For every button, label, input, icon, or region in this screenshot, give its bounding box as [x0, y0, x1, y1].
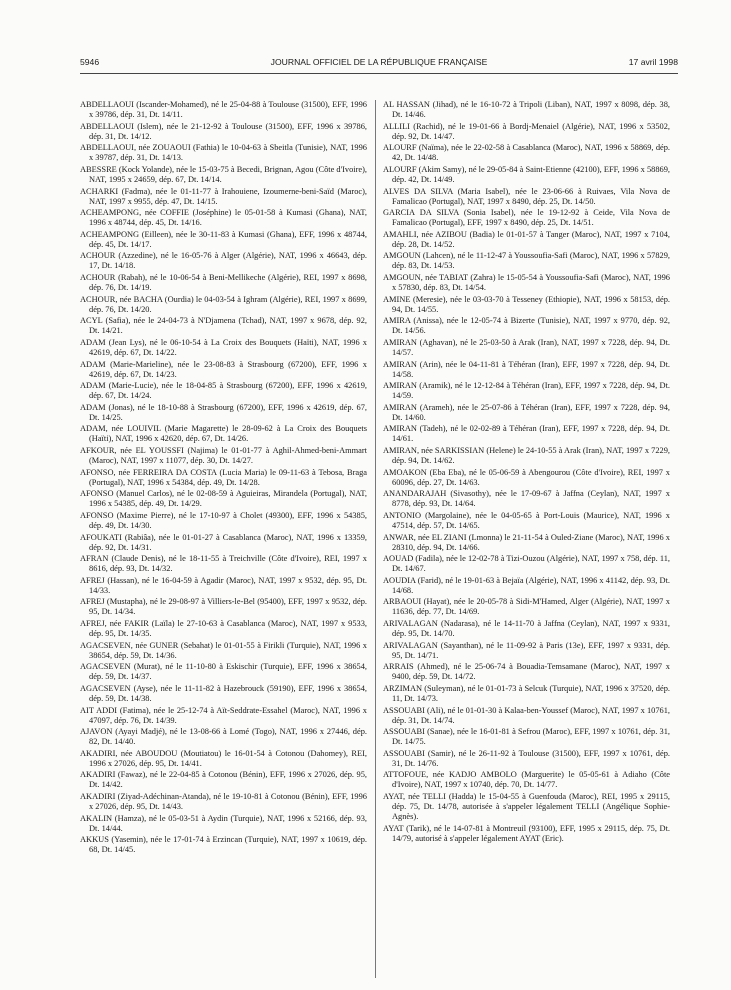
- register-entry: ANTONIO (Margolaine), née le 04-05-65 à Port-Louis (Maurice), NAT, 1996 x 47514, dép. 57, Dt. 14/65.: [383, 510, 670, 530]
- register-entry: AKALIN (Hamza), né le 05-03-51 à Aydin (Turquie), NAT, 1996 x 52166, dép. 93, Dt. 14/44.: [80, 813, 367, 833]
- register-entry: AFOUKATI (Rabiâa), née le 01-01-27 à Casablanca (Maroc), NAT, 1996 x 13359, dép. 92, Dt. 14/31.: [80, 532, 367, 552]
- register-entry: ACHEAMPONG (Eilleen), née le 30-11-83 à Kumasi (Ghana), EFF, 1996 x 48744, dép. 45, Dt. 14/17.: [80, 229, 367, 249]
- register-entry: AMGOUN, née TABIAT (Zahra) le 15-05-54 à Youssoufia-Safi (Maroc), NAT, 1996 x 57830, dép. 83, Dt. 14/54.: [383, 273, 670, 293]
- page-number: 5946: [80, 57, 100, 67]
- register-entry: ASSOUABI (Ali), né le 01-01-30 à Kalaa-ben-Youssef (Maroc), NAT, 1997 x 10761, dép. 31, Dt. 14/74.: [383, 705, 670, 725]
- page-header: [80, 57, 678, 71]
- register-entry: ABDELLAOUI (Iscander-Mohamed), né le 25-04-88 à Toulouse (31500), EFF, 1996 x 39786, dép. 31, Dt. 14/11.: [80, 100, 367, 120]
- register-entry: ACHOUR (Azzedine), né le 16-05-76 à Alger (Algérie), NAT, 1996 x 46643, dép. 17, Dt. 14/18.: [80, 251, 367, 271]
- register-entry: AMIRAN (Aramik), né le 12-12-84 à Téhéran (Iran), EFF, 1997 x 7228, dép. 94, Dt. 14/59.: [383, 381, 670, 401]
- register-entry: AKADIRI (Fawaz), né le 22-04-85 à Cotonou (Bénin), EFF, 1996 x 27026, dép. 95, Dt. 14/42.: [80, 770, 367, 790]
- register-entry: AYAT (Tarik), né le 14-07-81 à Montreuil (93100), EFF, 1995 x 29115, dép. 75, Dt. 14/79, autorisé à s'appeler légalement AYAT (Eric).: [383, 823, 670, 843]
- register-entry: ACYL (Safia), née le 24-04-73 à N'Djamena (Tchad), NAT, 1997 x 9678, dép. 92, Dt. 14/21.: [80, 316, 367, 336]
- register-entry: AFREJ (Hassan), né le 16-04-59 à Agadir (Maroc), NAT, 1997 x 9532, dép. 95, Dt. 14/33.: [80, 575, 367, 595]
- right-column: [383, 100, 670, 845]
- register-entry: AFKOUR, née EL YOUSSFI (Najima) le 01-01-77 à Aghil-Ahmed-beni-Ammart (Maroc), NAT, 1997 x 11077, dép. 30, Dt. 14/27.: [80, 446, 367, 466]
- register-entry: AL HASSAN (Jihad), né le 16-10-72 à Tripoli (Liban), NAT, 1997 x 8098, dép. 38, Dt. 14/46.: [383, 100, 670, 120]
- register-entry: ASSOUABI (Sanae), née le 16-01-81 à Sefrou (Maroc), EFF, 1997 x 10761, dép. 31, Dt. 14/75.: [383, 727, 670, 747]
- register-entry: ABDELLAOUI, née ZOUAOUI (Fathia) le 10-04-63 à Sbeitla (Tunisie), NAT, 1996 x 39787, dép. 31, Dt. 14/13.: [80, 143, 367, 163]
- register-entry: ADAM (Marie-Marieline), née le 23-08-83 à Strasbourg (67200), EFF, 1996 x 42619, dép. 67, Dt. 14/23.: [80, 359, 367, 379]
- register-entry: ACHOUR, née BACHA (Ourdia) le 04-03-54 à Ighram (Algérie), REI, 1997 x 8699, dép. 76, Dt. 14/20.: [80, 294, 367, 314]
- register-entry: ACHOUR (Rabah), né le 10-06-54 à Beni-Mellikeche (Algérie), REI, 1997 x 8698, dép. 76, Dt. 14/19.: [80, 273, 367, 293]
- left-column: [80, 100, 367, 857]
- register-entry: ADAM (Jean Lys), né le 06-10-54 à La Croix des Bouquets (Haïti), NAT, 1996 x 42619, dép. 67, Dt. 14/22.: [80, 337, 367, 357]
- register-entry: AFONSO, née FERREIRA DA COSTA (Lucia Maria) le 09-11-63 à Tebosa, Braga (Portugal), NAT, 1996 x 54384, dép. 49, Dt. 14/28.: [80, 467, 367, 487]
- register-entry: AFREJ (Mustapha), né le 29-08-97 à Villiers-le-Bel (95400), EFF, 1997 x 9532, dép. 95, Dt. 14/34.: [80, 597, 367, 617]
- register-entry: ACHEAMPONG, née COFFIE (Joséphine) le 05-01-58 à Kumasi (Ghana), NAT, 1996 x 48744, dép. 45, Dt. 14/16.: [80, 208, 367, 228]
- register-entry: AKADIRI, née ABOUDOU (Moutiatou) le 16-01-54 à Cotonou (Dahomey), REI, 1996 x 27026, dép. 95, Dt. 14/41.: [80, 748, 367, 768]
- register-entry: AGACSEVEN (Murat), né le 11-10-80 à Eskischir (Turquie), EFF, 1996 x 38654, dép. 59, Dt. 14/37.: [80, 662, 367, 682]
- register-entry: AMIRAN (Tadeh), né le 02-02-89 à Téhéran (Iran), EFF, 1997 x 7228, dép. 94, Dt. 14/61.: [383, 424, 670, 444]
- header-rule: [80, 73, 678, 74]
- register-entry: ABESSRE (Kock Yolande), née le 15-03-75 à Becedi, Brignan, Agou (Côte d'Ivoire), NAT, 1995 x 24659, dép. 67, Dt. 14/14.: [80, 164, 367, 184]
- register-entry: AKADIRI (Ziyad-Adéchinan-Atanda), né le 19-10-81 à Cotonou (Bénin), EFF, 1996 x 27026, dép. 95, Dt. 14/43.: [80, 792, 367, 812]
- register-entry: AFRAN (Claude Denis), né le 18-11-55 à Treichville (Côte d'Ivoire), REI, 1997 x 8616, dép. 93, Dt. 14/32.: [80, 554, 367, 574]
- register-entry: ASSOUABI (Samir), né le 26-11-92 à Toulouse (31500), EFF, 1997 x 10761, dép. 31, Dt. 14/76.: [383, 748, 670, 768]
- register-entry: ARZIMAN (Suleyman), né le 01-01-73 à Selcuk (Turquie), NAT, 1996 x 37520, dép. 11, Dt. 14/73.: [383, 683, 670, 703]
- register-entry: ADAM (Marie-Lucie), née le 18-04-85 à Strasbourg (67200), EFF, 1996 x 42619, dép. 67, Dt. 14/24.: [80, 381, 367, 401]
- journal-title: JOURNAL OFFICIEL DE LA RÉPUBLIQUE FRANÇAISE: [270, 57, 488, 67]
- register-entry: AFONSO (Manuel Carlos), né le 02-08-59 à Aguieiras, Mirandela (Portugal), NAT, 1996 x 54385, dép. 49, Dt. 14/29.: [80, 489, 367, 509]
- register-entry: ALVES DA SILVA (Maria Isabel), née le 23-06-66 à Ruivaes, Vila Nova de Famalicao (Portugal), NAT, 1997 x 8490, dép. 25, Dt. 14/50.: [383, 186, 670, 206]
- register-entry: AMIRAN, née SARKISSIAN (Helene) le 24-10-55 à Arak (Iran), NAT, 1997 x 7229, dép. 94, Dt. 14/62.: [383, 446, 670, 466]
- register-entry: AMGOUN (Lahcen), né le 11-12-47 à Youssoufia-Safi (Maroc), NAT, 1996 x 57829, dép. 83, Dt. 14/53.: [383, 251, 670, 271]
- register-entry: AOUDIA (Farid), né le 19-01-63 à Bejaïa (Algérie), NAT, 1996 x 41142, dép. 93, Dt. 14/68.: [383, 575, 670, 595]
- register-entry: ANANDARAJAH (Sivasothy), née le 17-09-67 à Jaffna (Ceylan), NAT, 1997 x 8778, dép. 93, Dt. 14/64.: [383, 489, 670, 509]
- register-entry: AMIRAN (Arameh), née le 25-07-86 à Téhéran (Iran), EFF, 1997 x 7228, dép. 94, Dt. 14/60.: [383, 402, 670, 422]
- register-entry: AMAHLI, née AZIBOU (Badia) le 01-01-57 à Tanger (Maroc), NAT, 1997 x 7104, dép. 28, Dt. 14/52.: [383, 229, 670, 249]
- register-entry: ANWAR, née EL ZIANI (Lmonna) le 21-11-54 à Ouled-Ziane (Maroc), NAT, 1996 x 28310, dép. 94, Dt. 14/66.: [383, 532, 670, 552]
- issue-date: 17 avril 1998: [628, 57, 678, 67]
- register-entry: AJAVON (Ayayi Madjé), né le 13-08-66 à Lomé (Togo), NAT, 1996 x 27446, dép. 82, Dt. 14/40.: [80, 727, 367, 747]
- register-entry: ADAM (Jonas), né le 18-10-88 à Strasbourg (67200), EFF, 1996 x 42619, dép. 67, Dt. 14/25.: [80, 402, 367, 422]
- register-entry: ARIVALAGAN (Nadarasa), né le 14-11-70 à Jaffna (Ceylan), NAT, 1997 x 9331, dép. 95, Dt. 14/70.: [383, 619, 670, 639]
- register-entry: AKKUS (Yasemin), née le 17-01-74 à Erzincan (Turquie), NAT, 1997 x 10619, dép. 68, Dt. 14/45.: [80, 835, 367, 855]
- register-entry: ALLILI (Rachid), né le 19-01-66 à Bordj-Menaiel (Algérie), NAT, 1996 x 53502, dép. 92, Dt. 14/47.: [383, 121, 670, 141]
- register-entry: AOUAD (Fadila), née le 12-02-78 à Tizi-Ouzou (Algérie), NAT, 1997 x 758, dép. 11, Dt. 14/67.: [383, 554, 670, 574]
- register-entry: AMOAKON (Eba Eba), né le 05-06-59 à Abengourou (Côte d'Ivoire), REI, 1997 x 60096, dép. 27, Dt. 14/63.: [383, 467, 670, 487]
- register-entry: AFREJ, née FAKIR (Laïla) le 27-10-63 à Casablanca (Maroc), NAT, 1997 x 9533, dép. 95, Dt. 14/35.: [80, 619, 367, 639]
- register-entry: GARCIA DA SILVA (Sonia Isabel), née le 19-12-92 à Ceide, Vila Nova de Famalicao (Portugal), EFF, 1997 x 8490, dép. 25, Dt. 14/51.: [383, 208, 670, 228]
- register-entry: AMIRAN (Aghavan), né le 25-03-50 à Arak (Iran), NAT, 1997 x 7228, dép. 94, Dt. 14/57.: [383, 337, 670, 357]
- register-entry: ATTOFOUE, née KADJO AMBOLO (Marguerite) le 05-05-61 à Adiaho (Côte d'Ivoire), NAT, 1997 x 10740, dép. 70, Dt. 14/77.: [383, 770, 670, 790]
- register-entry: AMIRA (Anissa), née le 12-05-74 à Bizerte (Tunisie), NAT, 1997 x 9770, dép. 92, Dt. 14/56.: [383, 316, 670, 336]
- register-entry: AMINE (Meresie), née le 03-03-70 à Tesseney (Ethiopie), NAT, 1996 x 58153, dép. 94, Dt. 14/55.: [383, 294, 670, 314]
- register-entry: AMIRAN (Arin), née le 04-11-81 à Téhéran (Iran), EFF, 1997 x 7228, dép. 94, Dt. 14/58.: [383, 359, 670, 379]
- register-entry: ACHARKI (Fadma), née le 01-11-77 à Irahouiene, Izoumerne-beni-Saïd (Maroc), NAT, 1997 x 9955, dép. 47, Dt. 14/15.: [80, 186, 367, 206]
- register-entry: ARIVALAGAN (Sayanthan), né le 11-09-92 à Paris (13e), EFF, 1997 x 9331, dép. 95, Dt. 14/71.: [383, 640, 670, 660]
- column-divider: [375, 100, 376, 978]
- register-entry: ABDELLAOUI (Islem), née le 21-12-92 à Toulouse (31500), EFF, 1996 x 39786, dép. 31, Dt. 14/12.: [80, 121, 367, 141]
- register-entry: ADAM, née LOUIVIL (Marie Magarette) le 28-09-62 à La Croix des Bouquets (Haïti), NAT, 1996 x 42620, dép. 67, Dt. 14/26.: [80, 424, 367, 444]
- register-entry: AFONSO (Maxime Pierre), né le 17-10-97 à Cholet (49300), EFF, 1996 x 54385, dép. 49, Dt. 14/30.: [80, 510, 367, 530]
- register-entry: AGACSEVEN, née GUNER (Sebahat) le 01-01-55 à Firikli (Turquie), NAT, 1996 x 38654, dép. 59, Dt. 14/36.: [80, 640, 367, 660]
- register-entry: ARRAIS (Ahmed), né le 25-06-74 à Bouadia-Temsamane (Maroc), NAT, 1997 x 9400, dép. 59, Dt. 14/72.: [383, 662, 670, 682]
- register-entry: ARBAOUI (Hayat), née le 20-05-78 à Sidi-M'Hamed, Alger (Algérie), NAT, 1997 x 11636, dép. 77, Dt. 14/69.: [383, 597, 670, 617]
- register-entry: ALOURF (Naïma), née le 22-02-58 à Casablanca (Maroc), NAT, 1996 x 58869, dép. 42, Dt. 14/48.: [383, 143, 670, 163]
- register-entry: AGACSEVEN (Ayse), née le 11-11-82 à Hazebrouck (59190), EFF, 1996 x 38654, dép. 59, Dt. 14/38.: [80, 683, 367, 703]
- register-entry: AIT ADDI (Fatima), née le 25-12-74 à Aït-Seddrate-Essahel (Maroc), NAT, 1996 x 47097, dép. 76, Dt. 14/39.: [80, 705, 367, 725]
- register-entry: AYAT, née TELLI (Hadda) le 15-04-55 à Guenfouda (Maroc), REI, 1995 x 29115, dép. 75, Dt. 14/78, autorisée à s'appeler légalement TELLI (Angélique Sophie-Agnès).: [383, 792, 670, 822]
- register-entry: ALOURF (Akim Samy), né le 29-05-84 à Saint-Etienne (42100), EFF, 1996 x 58869, dép. 42, Dt. 14/49.: [383, 164, 670, 184]
